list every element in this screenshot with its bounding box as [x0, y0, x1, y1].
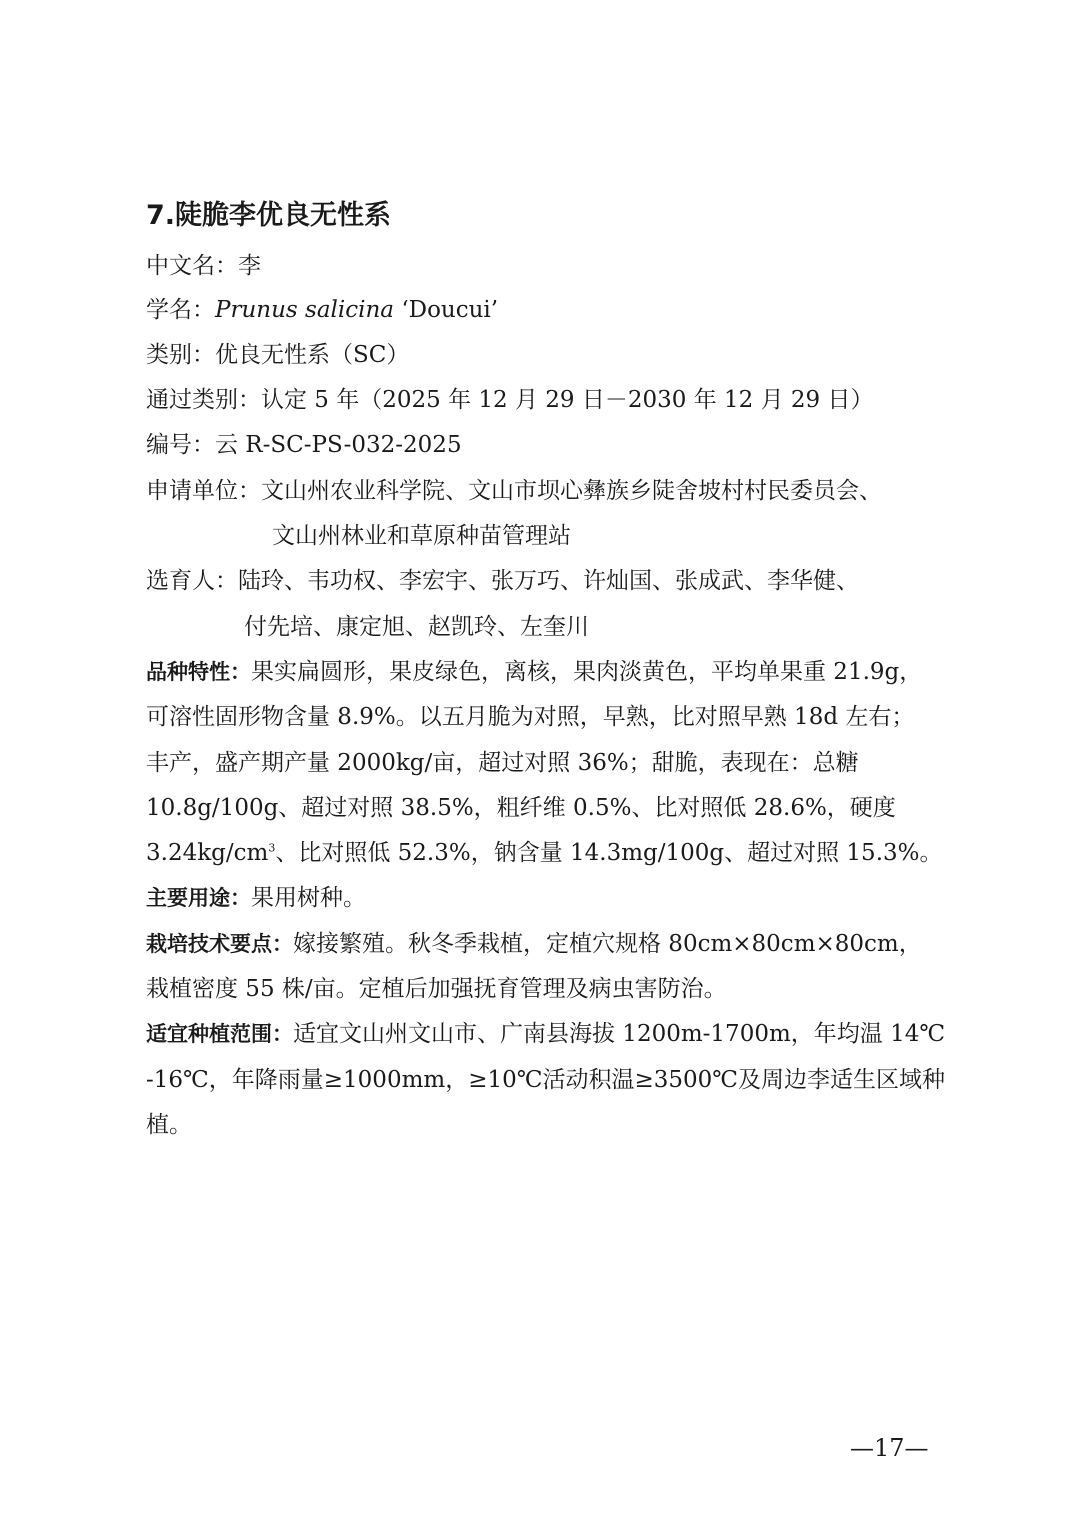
breeders-line-2: 付先培、康定旭、赵凯玲、左奎川 [244, 614, 589, 640]
cultivation-line-1: 嫁接繁殖。秋冬季栽植，定植穴规格 80cm×80cm×80cm， [293, 931, 922, 957]
cultivation-line-2: 栽植密度 55 株/亩。定植后加强抚育管理及病虫害防治。 [146, 976, 727, 1002]
number-value: 云 R-SC-PS-032-2025 [215, 432, 462, 458]
cultivation-row [146, 926, 922, 962]
breeders-label: 选育人： [146, 568, 238, 594]
suitable-area-line-3: 植。 [146, 1112, 192, 1138]
cultivation-label: 栽培技术要点： [146, 932, 293, 956]
scientific-name-latin: Prunus salicina [215, 297, 395, 323]
approval-type-label: 通过类别： [146, 387, 261, 413]
applicant-row [146, 473, 882, 509]
category-value: 优良无性系（SC） [215, 342, 410, 368]
scientific-name-label: 学名： [146, 297, 215, 323]
approval-type-row [146, 382, 874, 418]
applicant-line-1: 文山州农业科学院、文山市坝心彝族乡陡舍坡村村民委员会、 [261, 478, 882, 504]
breeders-row [146, 563, 859, 599]
characteristics-line-2: 可溶性固形物含量 8.9%。以五月脆为对照，早熟，比对照早熟 18d 左右； [146, 704, 915, 730]
suitable-area-row [146, 1016, 945, 1052]
page-number: —17— [850, 1434, 929, 1462]
cubic-superscript: 3 [268, 841, 276, 855]
main-use-label: 主要用途： [146, 886, 251, 910]
characteristics-row [146, 654, 922, 690]
suitable-area-line-2: -16℃，年降雨量≥1000mm，≥10℃活动积温≥3500℃及周边李适生区域种 [146, 1067, 945, 1093]
scientific-name-row [146, 292, 498, 328]
main-use-row [146, 880, 366, 916]
applicant-line-2: 文山州林业和草原种苗管理站 [272, 523, 571, 549]
characteristics-line-1: 果实扁圆形，果皮绿色，离核，果肉淡黄色，平均单果重 21.9g， [251, 659, 923, 685]
chinese-name-row [146, 248, 261, 284]
main-use-value: 果用树种。 [251, 885, 366, 911]
characteristics-line-4: 10.8g/100g、超过对照 38.5%，粗纤维 0.5%、比对照低 28.6%，硬度 [146, 795, 896, 821]
breeders-line-1: 陆玲、韦功权、李宏宇、张万巧、许灿国、张成武、李华健、 [238, 568, 859, 594]
characteristics-line-3: 丰产，盛产期产量 2000kg/亩，超过对照 36%；甜脆，表现在：总糖 [146, 750, 859, 776]
number-label: 编号： [146, 432, 215, 458]
applicant-label: 申请单位： [146, 478, 261, 504]
category-label: 类别： [146, 342, 215, 368]
section-title: 7.陡脆李优良无性系 [146, 200, 392, 231]
approval-type-value: 认定 5 年（2025 年 12 月 29 日－2030 年 12 月 29 日） [261, 387, 874, 413]
chinese-name-value: 李 [238, 253, 261, 279]
characteristics-line-5 [146, 835, 943, 871]
scientific-name-cultivar: ‘Doucui’ [394, 297, 499, 323]
characteristics-line-5-b: 、比对照低 52.3%，钠含量 14.3mg/100g、超过对照 15.3%。 [275, 840, 943, 866]
number-row [146, 427, 462, 463]
suitable-area-label: 适宜种植范围： [146, 1022, 293, 1046]
suitable-area-line-1: 适宜文山州文山市、广南县海拔 1200m-1700m，年均温 14℃ [293, 1021, 946, 1047]
characteristics-label: 品种特性： [146, 660, 251, 684]
characteristics-line-5-a: 3.24kg/cm [146, 840, 269, 866]
category-row [146, 337, 409, 373]
chinese-name-label: 中文名： [146, 253, 238, 279]
